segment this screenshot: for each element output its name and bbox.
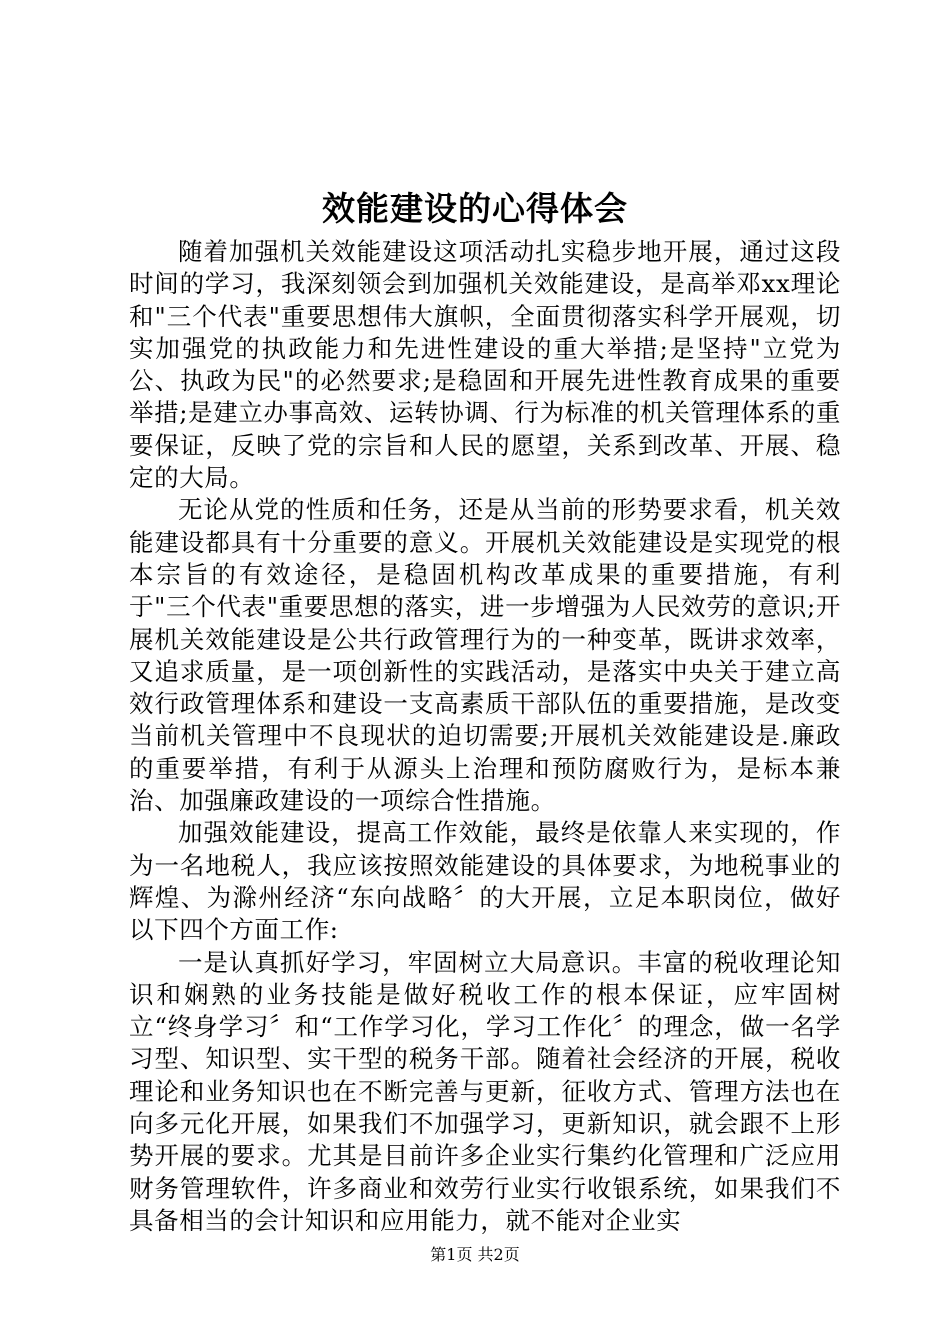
paragraph-2: 无论从党的性质和任务，还是从当前的形势要求看，机关效能建设都具有十分重要的意义。开展机关效能建设是实现党的根本宗旨的有效途径，是稳固机构改革成果的重要措施，有利于"三个代表"重要思想的落实，进一步增强为人民效劳的意识;开展机关效能建设是公共行政管理行为的一种变革，既讲求效率，又追求质量，是一项创新性的实践活动，是落实中央关于建立高效行政管理体系和建设一支高素质干部队伍的重要措施，是改变当前机关管理中不良现状的迫切需要;开展机关效能建设是.廉政的重要举措，有利于从源头上治理和预防腐败行为，是标本兼治、加强廉政建设的一项综合性措施。 — [129, 495, 841, 816]
document-title: 效能建设的心得体会 — [322, 189, 628, 228]
paragraph-1: 随着加强机关效能建设这项活动扎实稳步地开展，通过这段时间的学习，我深刻领会到加强机关效能建设，是高举邓xx理论和"三个代表"重要思想伟大旗帜，全面贯彻落实科学开展观，切实加强党的执政能力和先进性建设的重大举措;是坚持"立党为公、执政为民"的必然要求;是稳固和开展先进性教育成果的重要举措;是建立办事高效、运转协调、行为标准的机关管理体系的重要保证，反映了党的宗旨和人民的愿望，关系到改革、开展、稳定的大局。 — [129, 237, 841, 493]
document-body — [129, 236, 841, 1237]
paragraph-4: 一是认真抓好学习，牢固树立大局意识。丰富的税收理论知识和娴熟的业务技能是做好税收工作的根本保证，应牢固树立“终身学习〞和“工作学习化，学习工作化〞的理念，做一名学习型、知识型、实干型的税务干部。随着社会经济的开展，税收理论和业务知识也在不断完善与更新，征收方式、管理方法也在向多元化开展，如果我们不加强学习，更新知识，就会跟不上形势开展的要求。尤其是目前许多企业实行集约化管理和广泛应用财务管理软件，许多商业和效劳行业实行收银系统，如果我们不具备相当的会计知识和应用能力，就不能对企业实 — [129, 947, 841, 1235]
page-footer: 第1页 共2页 — [430, 1245, 520, 1264]
paragraph-3: 加强效能建设，提高工作效能，最终是依靠人来实现的，作为一名地税人，我应该按照效能建设的具体要求，为地税事业的辉煌、为滁州经济“东向战略〞的大开展，立足本职岗位，做好以下四个方面工作: — [129, 818, 841, 945]
